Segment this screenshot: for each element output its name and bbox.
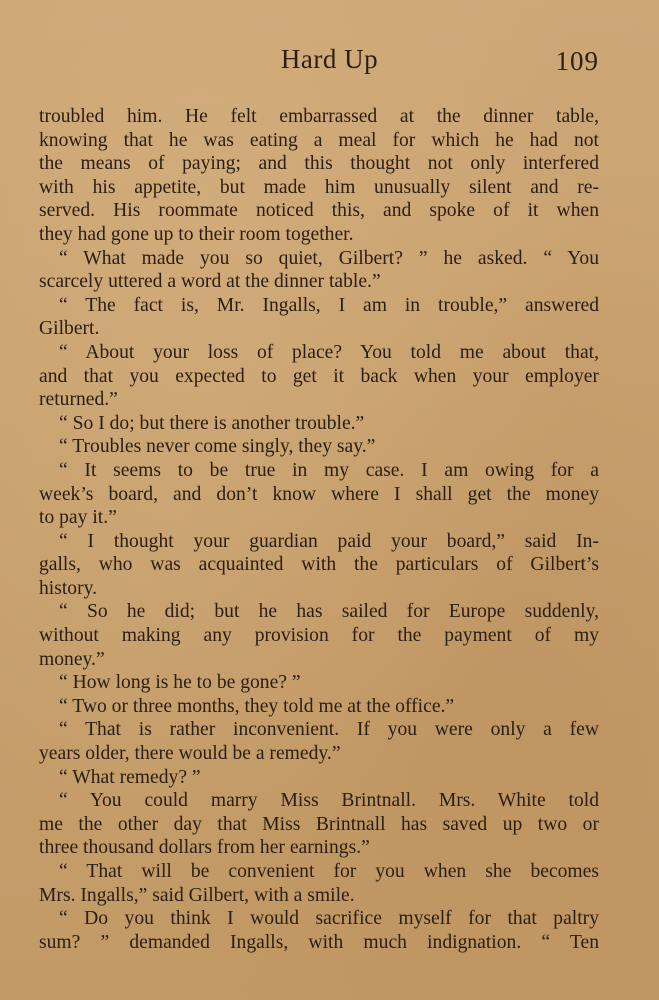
text-line: “ Do you think I would sacrifice myself for that paltry bbox=[59, 908, 599, 930]
running-head bbox=[0, 44, 659, 80]
text-line: me the other day that Miss Brintnall has saved up two or bbox=[39, 813, 599, 835]
body-text bbox=[39, 105, 599, 954]
text-line: with his appetite, but made him unusually silent and re- bbox=[39, 176, 599, 198]
text-line: “ About your loss of place? You told me about that, bbox=[59, 341, 599, 363]
text-line: “ Two or three months, they told me at the office.” bbox=[59, 695, 455, 717]
text-line: Gilbert. bbox=[39, 318, 100, 340]
text-line: years older, there would be a remedy.” bbox=[39, 743, 341, 765]
text-line: “ What remedy? ” bbox=[59, 766, 201, 788]
text-line: “ You could marry Miss Brintnall. Mrs. White told bbox=[59, 790, 599, 812]
text-line: sum? ” demanded Ingalls, with much indignation. “ Ten bbox=[39, 931, 599, 953]
text-line: “ I thought your guardian paid your board,” said In- bbox=[59, 530, 599, 552]
text-line: “ That will be convenient for you when she becomes bbox=[59, 861, 599, 882]
text-line: served. His roommate noticed this, and spoke of it when bbox=[39, 200, 599, 222]
text-line: “ The fact is, Mr. Ingalls, I am in trouble,” answered bbox=[59, 294, 599, 316]
text-line: “ So he did; but he has sailed for Europe suddenly, bbox=[59, 601, 599, 623]
text-line: money.” bbox=[39, 648, 105, 670]
text-line: without making any provision for the payment of my bbox=[39, 625, 599, 647]
text-line: “ So I do; but there is another trouble.” bbox=[59, 412, 365, 434]
text-line: scarcely uttered a word at the dinner table.” bbox=[39, 271, 381, 293]
text-line: three thousand dollars from her earnings.” bbox=[39, 837, 370, 859]
text-line: knowing that he was eating a meal for which he had not bbox=[39, 129, 599, 151]
text-line: “ Troubles never come singly, they say.” bbox=[59, 436, 376, 458]
text-line: Mrs. Ingalls,” said Gilbert, with a smile. bbox=[39, 884, 355, 906]
running-title: Hard Up bbox=[280, 44, 379, 74]
text-line: “ How long is he to be gone? ” bbox=[59, 672, 301, 694]
text-line: and that you expected to get it back when your employer bbox=[39, 365, 599, 387]
text-line: galls, who was acquainted with the particulars of Gilbert’s bbox=[39, 554, 599, 576]
text-line: week’s board, and don’t know where I shall get the money bbox=[39, 483, 599, 505]
text-line: returned.” bbox=[39, 389, 118, 411]
text-line: they had gone up to their room together. bbox=[39, 223, 354, 245]
text-line: history. bbox=[39, 577, 98, 599]
page-number: 109 bbox=[555, 46, 599, 76]
text-line: “ It seems to be true in my case. I am owing for a bbox=[59, 459, 599, 481]
text-line: to pay it.” bbox=[39, 507, 117, 529]
text-line: “ That is rather inconvenient. If you were only a few bbox=[59, 719, 599, 741]
text-line: troubled him. He felt embarrassed at the dinner table, bbox=[39, 106, 599, 127]
text-line: “ What made you so quiet, Gilbert? ” he asked. “ You bbox=[59, 247, 599, 269]
text-line: the means of paying; and this thought not only interfered bbox=[39, 153, 599, 175]
